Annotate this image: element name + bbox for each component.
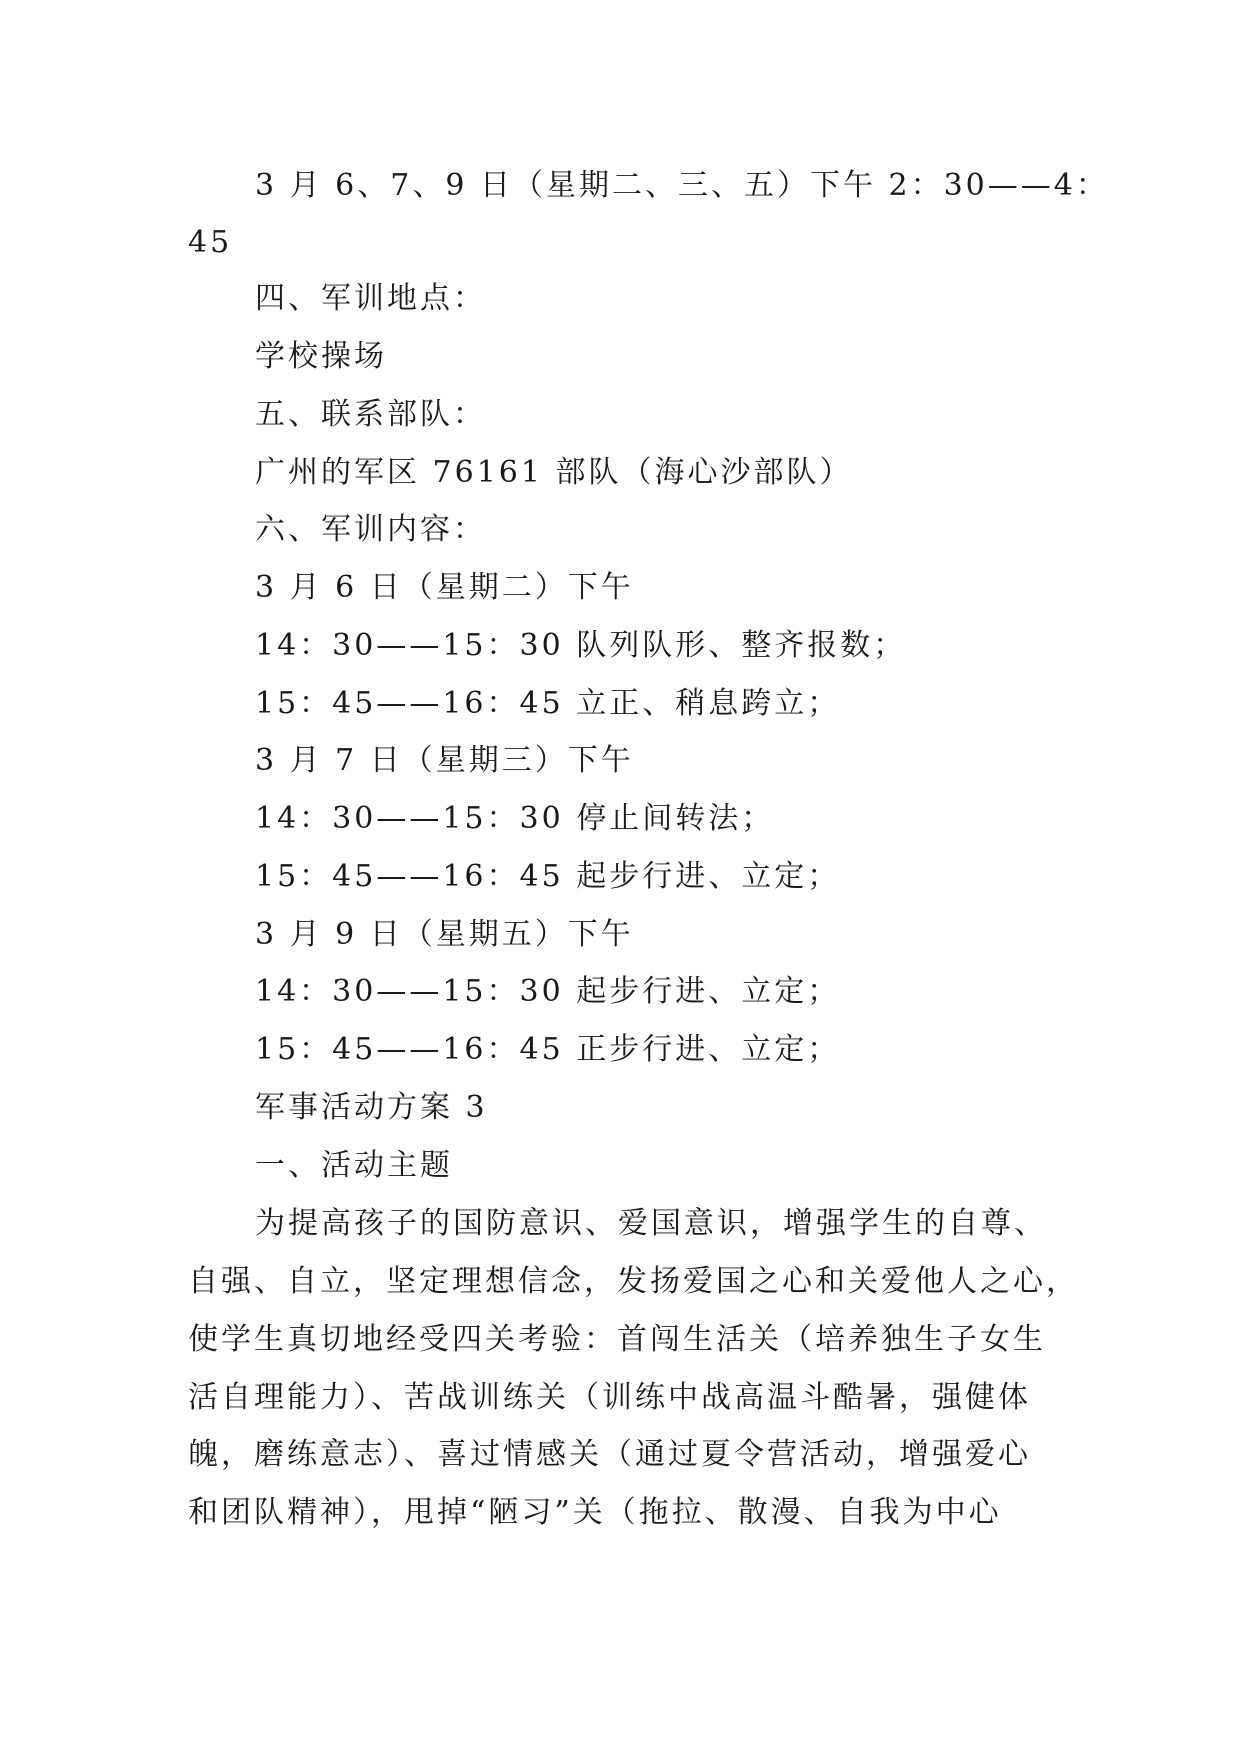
day-item: 15：45——16：45 立正、稍息跨立；	[255, 686, 841, 721]
paragraph-line: 活自理能力）、苦战训练关（训练中战高温斗酷暑，强健体	[188, 1380, 1031, 1415]
day-item: 14：30——15：30 起步行进、立定；	[255, 974, 841, 1009]
day-item: 15：45——16：45 正步行进、立定；	[255, 1032, 841, 1067]
day-date: 3 月 9 日（星期五）下午	[255, 917, 634, 952]
paragraph-line: 魄，磨练意志）、喜过情感关（通过夏令营活动，增强爱心	[188, 1437, 1031, 1472]
schedule-time-line: 3 月 6、7、9 日（星期二、三、五）下午 2：30——4：	[255, 168, 1109, 203]
section6-heading: 六、军训内容：	[255, 512, 486, 547]
paragraph-line: 使学生真切地经受四关考验：首闯生活关（培养独生子女生	[188, 1322, 1046, 1357]
schedule-time-line-cont: 45	[188, 225, 233, 260]
paragraph-line: 为提高孩子的国防意识、爱国意识，增强学生的自尊、	[255, 1206, 1047, 1241]
day-date: 3 月 6 日（星期二）下午	[255, 570, 634, 605]
day-date: 3 月 7 日（星期三）下午	[255, 743, 634, 778]
section5-content: 广州的军区 76161 部队（海心沙部队）	[255, 455, 853, 490]
paragraph-line: 自强、自立，坚定理想信念，发扬爱国之心和关爱他人之心，	[188, 1264, 1079, 1299]
day-item: 14：30——15：30 停止间转法；	[255, 801, 775, 836]
day-item: 14：30——15：30 队列队形、整齐报数；	[255, 628, 907, 663]
theme-heading: 一、活动主题	[255, 1148, 453, 1183]
day-item: 15：45——16：45 起步行进、立定；	[255, 859, 841, 894]
plan-title: 军事活动方案 3	[255, 1090, 488, 1125]
section4-heading: 四、军训地点：	[255, 281, 486, 316]
paragraph-line: 和团队精神），甩掉“陋习”关（拖拉、散漫、自我为中心	[188, 1495, 1002, 1530]
section4-content: 学校操场	[255, 339, 387, 374]
section5-heading: 五、联系部队：	[255, 397, 486, 432]
